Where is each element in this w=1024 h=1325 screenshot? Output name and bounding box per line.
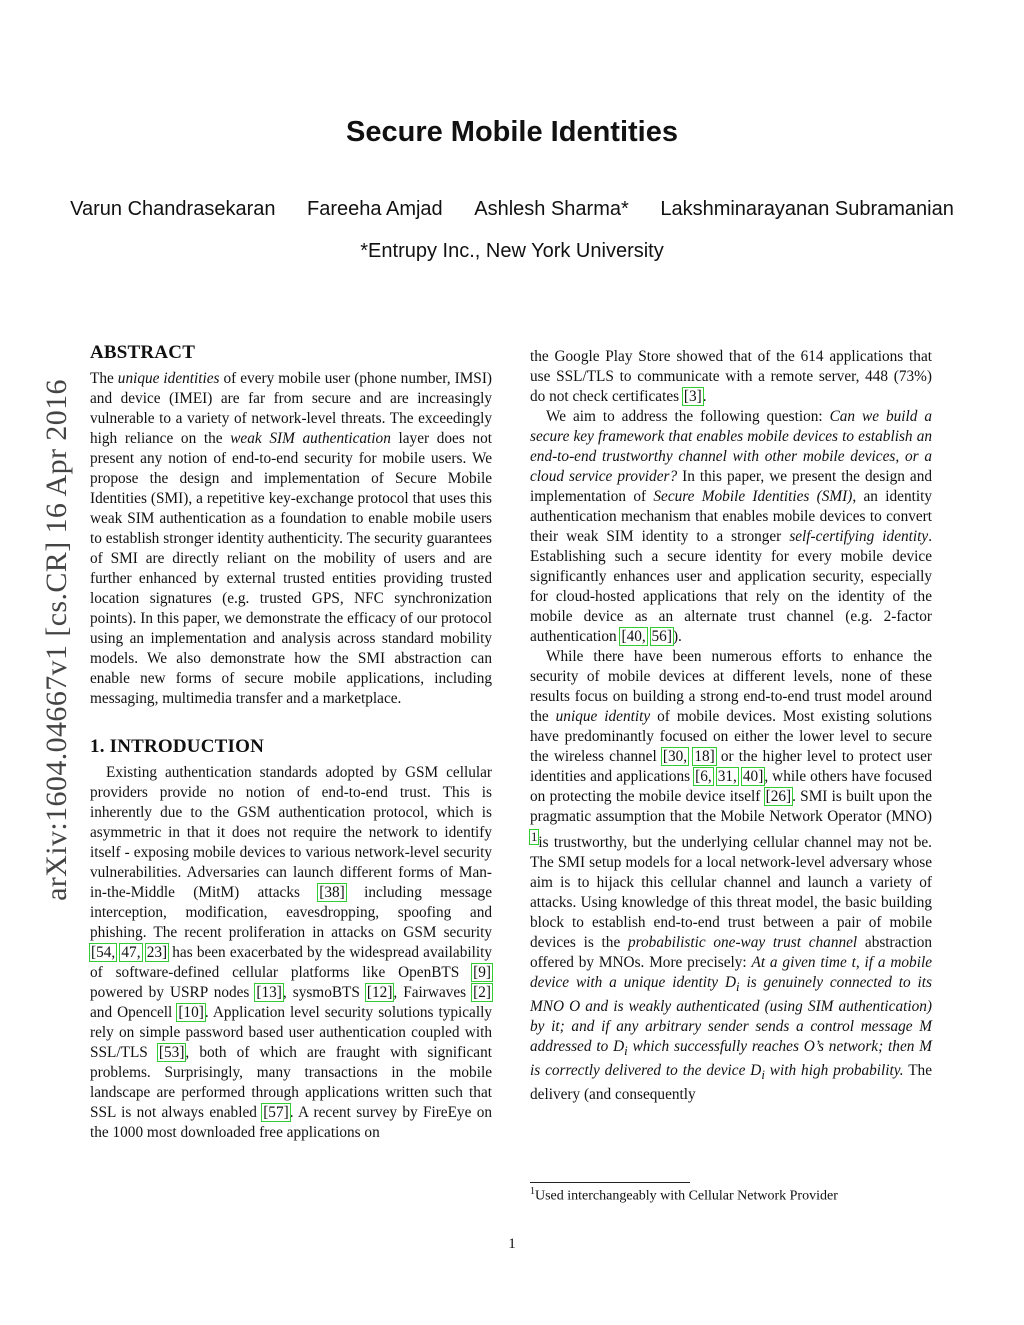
author-name: Varun Chandrasekaran: [70, 198, 276, 220]
author-name: Ashlesh Sharma*: [474, 198, 629, 220]
footnote-link[interactable]: 1: [531, 830, 538, 844]
abstract-text: The unique identities of every mobile user (phone number, IMSI) and device (IMEI) are far from secure and are increasingly vulnerable to a variety of network-level threats. The exceedingly high reliance on the weak SIM authentication layer does not present any notion of end-to-end security for mobile users. We propose the design and implementation of Secure Mobile Identities (SMI), a repetitive key-exchange protocol that uses this weak SIM authentication as a foundation to enable mobile users to establish stronger identity authenticity. The security guarantees of SMI are directly reliant on the mobility of users and are further enhanced by external trusted entities providing trusted location signatures (e.g. trusted GPS, NFC synchronization points). In this paper, we demonstrate the efficacy of our protocol using an implementation and analysis across standard mobility models. We also demonstrate how the SMI abstraction can enable new forms of secure mobile applications, including messaging, multimedia transfer and a marketplace.: [90, 370, 493, 707]
arxiv-stamp: arXiv:1604.04667v1 [cs.CR] 16 Apr 2016: [40, 379, 73, 901]
citation-link[interactable]: 31,: [717, 768, 737, 785]
author-name: Lakshminarayanan Subramanian: [660, 198, 954, 220]
citation-link[interactable]: [13]: [256, 984, 282, 1001]
page-number: 1: [508, 1236, 516, 1252]
left-column: [90, 343, 492, 1143]
paper-title: Secure Mobile Identities: [346, 116, 678, 148]
footnote: $^1$Used interchangeably with Cellular Network Provider: [530, 1186, 838, 1204]
author-list: [0, 198, 1024, 221]
citation-link[interactable]: [40,: [621, 628, 646, 645]
citation-link[interactable]: [10]: [178, 1004, 204, 1021]
citation-link[interactable]: 18]: [694, 748, 715, 765]
citation-link[interactable]: [9]: [473, 964, 491, 981]
citation-link[interactable]: 56]: [651, 628, 672, 645]
intro-paragraph: Existing authentication standards adopted by GSM cellular providers provide no notion of end-to-end trust. This is inherently due to the GSM authentication protocol, which is asymmetric in that it does not require the network to identify itself - exposing mobile devices to various network-level security vulnerabilities. Adversaries can launch different forms of Man-in-the-Middle (MitM) attacks [38] including message interception, modification, eavesdropping, spoofing and phishing. The recent proliferation in attacks on GSM security [54, 47, 23] has been exacerbated by the widespread availability of software-defined cellular platforms like OpenBTS [9] powered by USRP nodes [13], sysmoBTS [12], Fairwaves [2] and Opencell [10]. Application level security solutions typically rely on simple password based user authentication coupled with SSL/TLS [53], both of which are fraught with significant problems. Surprisingly, many transactions in the mobile landscape are performed through applications written such that SSL is not always enabled [57]. A recent survey by FireEye on the 1000 most downloaded free applications on: [90, 764, 492, 1141]
author-name: Fareeha Amjad: [307, 198, 443, 220]
citation-link[interactable]: [12]: [366, 984, 393, 1001]
citation-link[interactable]: [53]: [158, 1044, 185, 1061]
citation-link[interactable]: 23]: [146, 944, 168, 961]
introduction-heading: 1. INTRODUCTION: [90, 736, 265, 757]
citation-link[interactable]: 40]: [742, 768, 764, 785]
citation-link[interactable]: [30,: [662, 748, 688, 765]
citation-link[interactable]: [6,: [695, 768, 712, 785]
citation-link[interactable]: [2]: [473, 984, 491, 1001]
right-column: [530, 347, 932, 1105]
intro-paragraph: We aim to address the following question: Can we build a secure key framework that enables mobile devices to establish an end-to-end trustworthy channel with other mobile devices, or a cloud service provider? In this paper, we present the design and implementation of Secure Mobile Identities (SMI), an identity authentication mechanism that enables mobile devices to convert their weak SIM identity to a stronger self-certifying identity. Establishing such a secure identity for every mobile device significantly enhances user and application security, especially for cloud-hosted applications that rely on the identity of the mobile device as an alternate trust channel (e.g. 2-factor authentication [40, 56]).: [530, 408, 933, 645]
intro-paragraph: the Google Play Store showed that of the 614 applications that use SSL/TLS to communicate with a remote server, 448 (73%) do not check certificates [3].: [530, 348, 932, 405]
citation-link[interactable]: [54,: [91, 944, 116, 961]
author-affiliation: *Entrupy Inc., New York University: [360, 240, 664, 262]
abstract-heading: ABSTRACT: [90, 342, 196, 363]
citation-link[interactable]: [26]: [765, 788, 792, 805]
intro-paragraph: While there have been numerous efforts to enhance the security of mobile devices at different levels, none of these results focus on building a strong end-to-end trust model around the unique identity of mobile devices. Most existing solutions have predominantly focused on either the lower level to secure the wireless channel [30, 18] or the higher level to protect user identities and applications [6, 31, 40], while others have focused on protecting the mobile device itself [26]. SMI is built upon the pragmatic assumption that the Mobile Network Operator (MNO) $^1$is trustworthy, but the underlying cellular channel may not be. The SMI setup models for a local network-level adversary whose aim is to hijack this cellular channel and launch a variety of attacks. Using knowledge of this threat model, the basic building block to establish end-to-end trust between a pair of mobile devices is the probabilistic one-way trust channel abstraction offered by MNOs. More precisely: At a given time t, if a mobile device with a unique identity $D_i$ is genuinely connected to its MNO O and is weakly authenticated (using SIM authentication) by it; and if any arbitrary sender sends a control message M addressed to $D_i$ which successfully reaches O’s network; then M is correctly delivered to the device $D_i$ with high probability. The delivery (and consequently: [530, 648, 933, 1104]
citation-link[interactable]: [3]: [683, 388, 702, 405]
citation-link[interactable]: [38]: [319, 884, 345, 901]
citation-link[interactable]: 47,: [121, 944, 141, 961]
footnote-divider: [530, 1182, 690, 1183]
citation-link[interactable]: [57]: [263, 1104, 289, 1121]
